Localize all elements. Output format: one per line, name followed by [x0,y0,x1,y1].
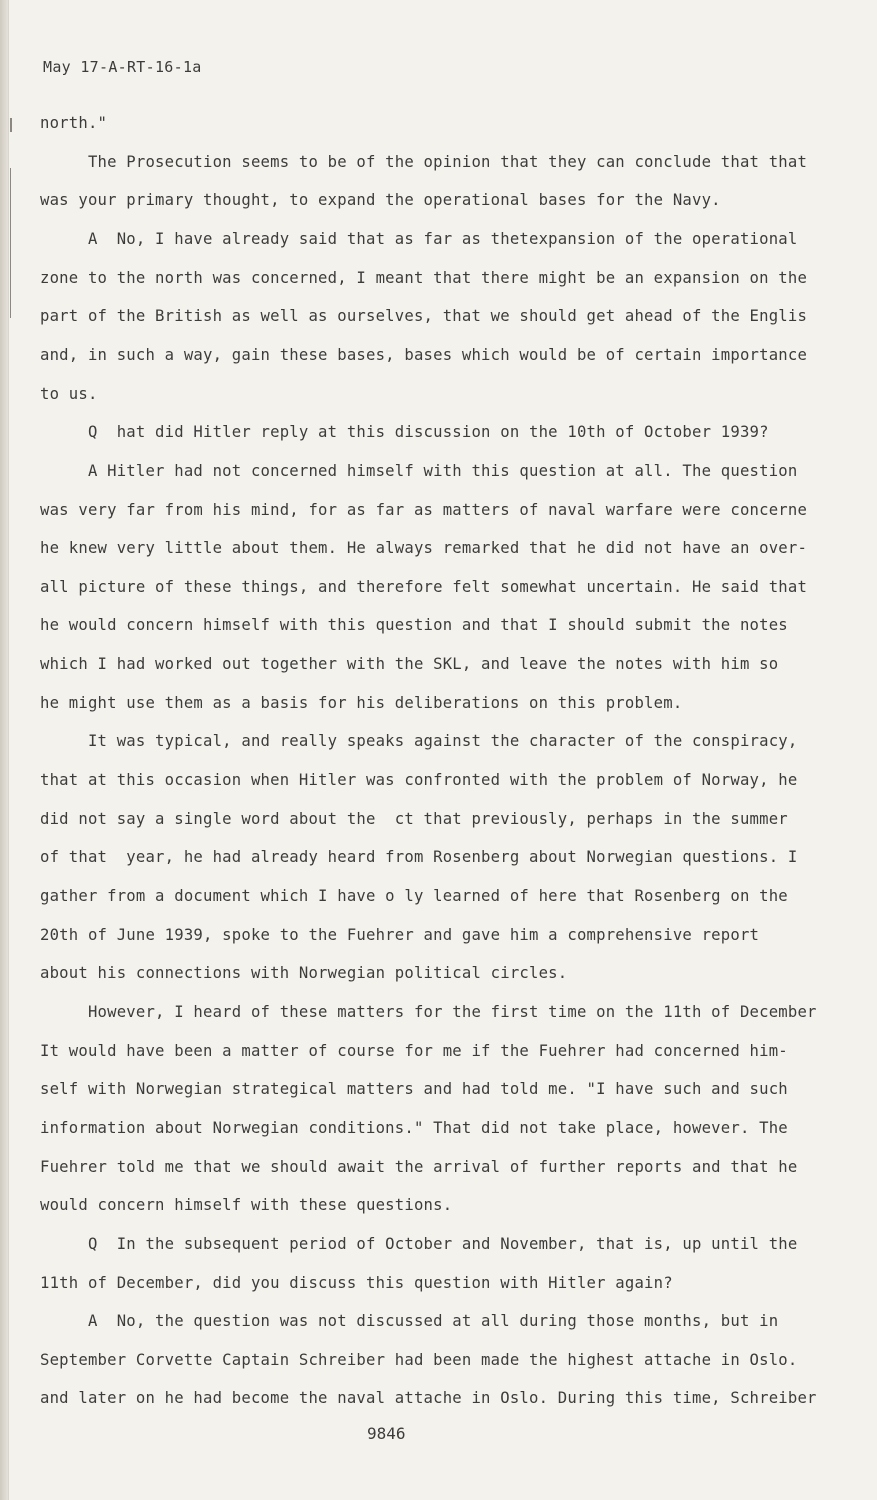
text-line: A Hitler had not concerned himself with this question at all. The question [40,461,798,480]
text-line: A No, I have already said that as far as thetexpansion of the operational [40,229,798,248]
text-line: However, I heard of these matters for the first time on the 11th of December [40,1002,817,1021]
text-line: Q hat did Hitler reply at this discussion on the 10th of October 1939? [40,423,769,442]
text-line: to us. [40,384,98,403]
text-line: he might use them as a basis for his deliberations on this problem. [40,693,683,712]
text-line: September Corvette Captain Schreiber had been made the highest attache in Oslo. [40,1350,798,1369]
text-line: The Prosecution seems to be of the opinion that they can conclude that that [40,152,808,171]
margin-mark [10,168,11,318]
text-line: gather from a document which I have o ly learned of here that Rosenberg on the [40,887,788,905]
text-line: It would have been a matter of course for me if the Fuehrer had concerned him- [40,1041,788,1060]
margin-mark [10,118,12,132]
text-line: Fuehrer told me that we should await the arrival of further reports and that he [40,1157,798,1176]
text-line: A No, the question was not discussed at all during those months, but in [40,1312,779,1331]
page-number: 9846 [367,1424,406,1443]
text-line: was very far from his mind, for as far as matters of naval warfare were concerne [40,500,808,519]
text-line: 20th of June 1939, spoke to the Fuehrer and gave him a comprehensive report [40,925,760,944]
text-line: and later on he had become the naval attache in Oslo. During this time, Schreiber [40,1389,817,1408]
text-line: It was typical, and really speaks against the character of the conspiracy, [40,732,798,751]
text-line: did not say a single word about the ct that previously, perhaps in the summer [40,809,788,828]
text-line: north." [40,114,108,132]
text-line: would concern himself with these questions. [40,1196,453,1215]
text-line: which I had worked out together with the SKL, and leave the notes with him so [40,655,779,674]
text-line: information about Norwegian conditions." That did not take place, however. The [40,1118,788,1137]
text-line: 11th of December, did you discuss this question with Hitler again? [40,1273,673,1292]
text-line: that at this occasion when Hitler was confronted with the problem of Norway, he [40,771,798,790]
text-line: about his connections with Norwegian political circles. [40,964,568,983]
text-line: self with Norwegian strategical matters and had told me. "I have such and such [40,1080,788,1099]
text-line: Q In the subsequent period of October and November, that is, up until the [40,1234,798,1253]
text-line: of that year, he had already heard from Rosenberg about Norwegian questions. I [40,848,798,867]
text-line: zone to the north was concerned, I meant that there might be an expansion on the [40,268,808,287]
text-line: all picture of these things, and therefore felt somewhat uncertain. He said that [40,577,808,596]
text-line: he would concern himself with this question and that I should submit the notes [40,616,788,635]
text-line: and, in such a way, gain these bases, bases which would be of certain importance [40,345,808,364]
text-line: part of the British as well as ourselves, that we should get ahead of the Englis [40,307,808,326]
text-line: he knew very little about them. He always remarked that he did not have an over- [40,539,808,558]
document-header: May 17-A-RT-16-1a [43,58,202,76]
text-line: was your primary thought, to expand the operational bases for the Navy. [40,191,721,210]
